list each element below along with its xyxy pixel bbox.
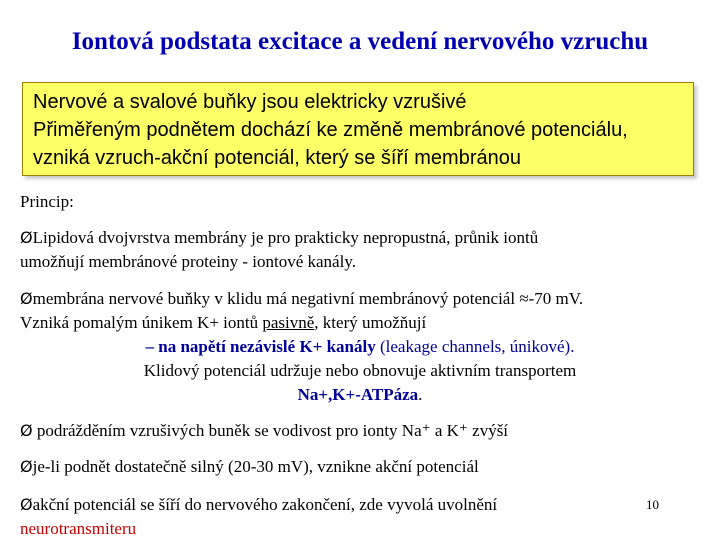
bullet-propagation [20,493,700,541]
bullet-membrane-line2c: , který umožňují [314,313,427,332]
bullet-lipid [20,226,700,274]
leak-channels-bold: – na napětí nezávislé K+ kanály [145,337,376,356]
bullet-propagation-line1: akční potenciál se šíří do nervového zakončení, zde vyvolá uvolnění [32,495,498,514]
bullet-arrow-icon: Ø [20,289,33,308]
bullet-arrow-icon: Ø [20,457,33,476]
bullet-arrow-icon: Ø [20,421,33,440]
atpase-name: Na+,K+-ATPáza [297,385,419,404]
resting-potential-line: Klidový potenciál udržuje nebo obnovuje aktivním transportem [143,361,577,380]
highlight-line-1: Nervové a svalové buňky jsou elektricky vzrušivé [33,91,467,113]
bullet-arrow-icon: Ø [20,228,33,247]
bullet-lipid-line2: umožňují membránové proteiny - iontové kanály. [20,252,356,271]
atpase-period: . [418,385,423,404]
bullet-membrane [20,287,700,407]
bullet-irritation-text: podrážděním vzrušivých buněk se vodivost pro ionty Na⁺ a K⁺ zvýší [32,421,509,440]
leak-channels-line [20,335,700,359]
bullet-membrane-line2a: Vzniká pomalým únikem K+ iontů [20,313,263,332]
highlight-line-2: Přiměřeným podnětem dochází ke změně membránové potenciálu, [33,119,628,141]
passive-word: pasivně [262,313,315,332]
neurotransmitter-word: neurotransmiteru [20,519,137,538]
page-number: 10 [646,497,659,512]
atpase-line [20,383,700,407]
highlight-box [22,82,694,176]
leak-channels-note: (leakage channels, únikové). [375,337,575,356]
bullet-threshold-text: je-li podnět dostatečně silný (20-30 mV), vznikne akční potenciál [32,457,479,476]
bullet-arrow-icon: Ø [20,495,33,514]
princip-label: Princip: [20,192,74,211]
slide-title: Iontová podstata excitace a vedení nervového vzruchu [71,28,649,55]
highlight-line-3: vzniká vzruch-akční potenciál, který se šíří membránou [33,147,521,169]
bullet-irritation [20,419,700,443]
bullet-membrane-line1: membrána nervové buňky v klidu má negativní membránový potenciál ≈-70 mV. [32,289,584,308]
bullet-threshold [20,455,700,479]
bullet-lipid-line1: Lipidová dvojvrstva membrány je pro prakticky nepropustná, průnik iontů [32,228,539,247]
